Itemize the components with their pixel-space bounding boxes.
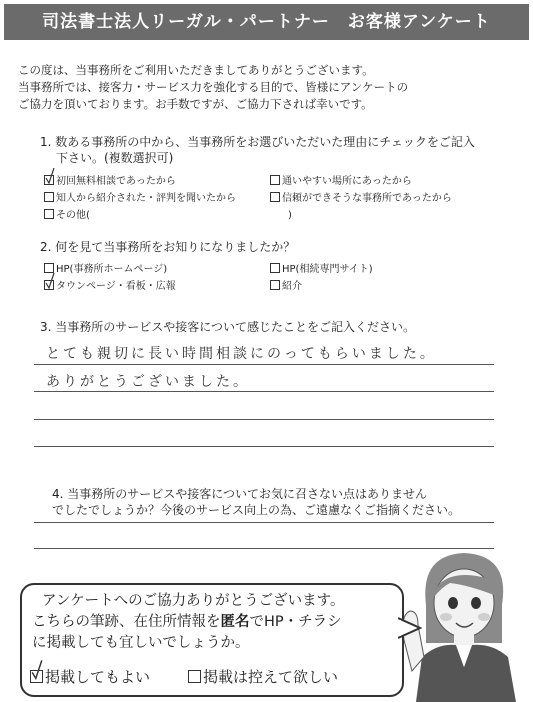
q1-option-other[interactable] xyxy=(44,209,90,223)
q2-option-2[interactable] xyxy=(270,263,373,277)
checkbox[interactable] xyxy=(270,263,280,273)
q1-option-4[interactable] xyxy=(270,192,452,206)
intro-line-3: ご協力を頂いております。お手数ですが、ご協力下されば幸いです。 xyxy=(18,97,373,111)
check-mark-icon xyxy=(45,168,55,184)
consent-no-label: 掲載は控えて欲しい xyxy=(203,668,339,686)
q1-option-other-close: ) xyxy=(288,210,292,221)
q1-option-label: 通いやすい場所にあったから xyxy=(282,176,412,187)
question-1-line-1: 1. 数ある事務所の中から、当事務所をお選びいただいた理由にチェックをご記入 xyxy=(40,135,475,149)
intro-line-1: この度は、当事務所をご利用いただきましてありがとうございます。 xyxy=(18,63,374,77)
answer-line xyxy=(34,364,494,365)
checkbox[interactable] xyxy=(44,192,54,202)
question-4-line-1: 4. 当事務所のサービスや接客についてお気に召さない点はありません xyxy=(52,487,428,501)
consent-yes-label: 掲載してもよい xyxy=(45,668,151,686)
q1-option-3[interactable] xyxy=(44,192,236,206)
q1-option-label: その他( xyxy=(56,210,90,221)
handwritten-answer-1: とても親切に長い時間相談にのってもらいました。 xyxy=(46,346,437,362)
q1-option-1[interactable] xyxy=(44,175,176,189)
q2-option-label: 紹介 xyxy=(282,281,302,292)
callout-text xyxy=(32,591,412,654)
answer-line xyxy=(34,522,494,523)
q1-option-label: 初回無料相談であったから xyxy=(56,176,176,187)
q2-option-1[interactable] xyxy=(44,263,167,277)
q2-option-label: タウンページ・看板・広報 xyxy=(56,281,176,292)
callout-line-1: アンケートへのご協力ありがとうございます。 xyxy=(42,593,345,609)
question-1-line-2: 下さい。(複数選択可) xyxy=(56,151,174,165)
question-1 xyxy=(40,134,530,166)
callout-line-2-c: でHP・チラシ xyxy=(249,614,342,630)
question-4 xyxy=(52,486,512,518)
answer-line xyxy=(34,419,494,420)
q2-option-label: HP(相続専門サイト) xyxy=(282,264,373,275)
checkbox[interactable] xyxy=(270,280,280,290)
checkbox[interactable] xyxy=(270,175,280,185)
check-mark-icon xyxy=(45,273,55,289)
answer-line xyxy=(34,391,494,392)
callout-line-3: に掲載しても宜しいでしょうか。 xyxy=(32,635,250,651)
handwritten-answer-2: ありがとうございました。 xyxy=(46,374,250,390)
q1-option-2[interactable] xyxy=(270,175,412,189)
checkbox-checked[interactable] xyxy=(44,280,54,290)
survey-title: 司法書士法人リーガル・パートナー お客様アンケート xyxy=(4,4,529,40)
q2-option-3[interactable] xyxy=(44,280,176,294)
intro-text xyxy=(18,62,518,113)
q2-option-4[interactable] xyxy=(270,280,302,294)
question-3: 3. 当事務所のサービスや接客について感じたことをご記入ください。 xyxy=(40,320,416,334)
checkbox-checked[interactable] xyxy=(44,175,54,185)
checkbox[interactable] xyxy=(44,263,54,273)
check-mark-icon xyxy=(31,659,43,681)
q1-option-label: 信頼ができそうな事務所であったから xyxy=(282,193,452,204)
checkbox[interactable] xyxy=(270,192,280,202)
checkbox-checked[interactable] xyxy=(30,670,43,683)
callout-line-2 xyxy=(32,612,412,633)
checkbox[interactable] xyxy=(188,670,201,683)
answer-line xyxy=(34,446,494,447)
checkbox[interactable] xyxy=(44,209,54,219)
intro-line-2: 当事務所では、接客力・サービス力を強化する目的で、皆様にアンケートの xyxy=(18,80,409,94)
callout-line-2-a: こちらの筆跡、在住所情報を xyxy=(32,614,221,630)
q2-option-label: HP(事務所ホームページ) xyxy=(56,264,168,275)
callout-anonymous: 匿名 xyxy=(220,614,250,630)
q1-option-label: 知人から紹介された・評判を聞いたから xyxy=(56,193,236,204)
consent-no[interactable] xyxy=(188,666,338,687)
question-2: 2. 何を見て当事務所をお知りになりましたか？ xyxy=(40,240,296,254)
consent-yes[interactable] xyxy=(30,666,150,687)
question-4-line-2: でしたでしょうか？今後のサービス向上の為、ご遠慮なくご指摘ください。 xyxy=(52,503,461,517)
